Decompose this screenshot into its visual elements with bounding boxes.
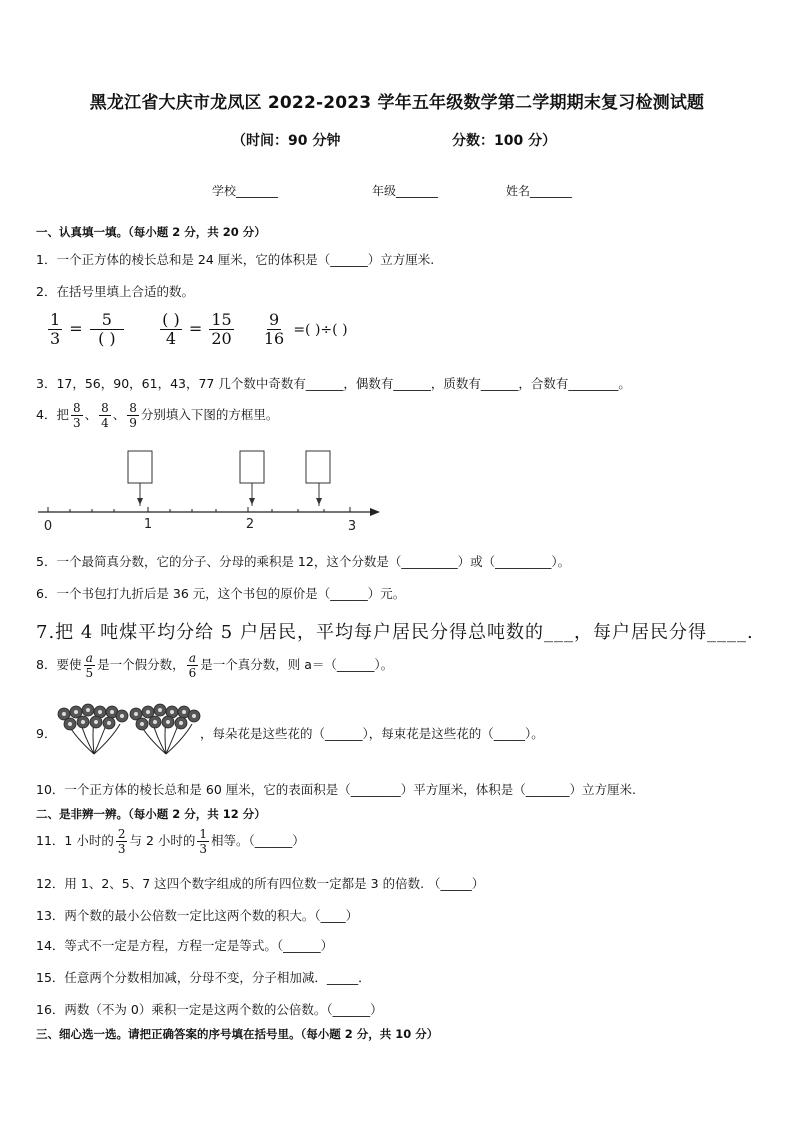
fraction: $\frac{8}{4}$	[101, 401, 109, 430]
flower-icon	[162, 716, 174, 728]
section-2-heading: 二、是非辨一辨。（每小题 2 分，共 12 分）	[36, 807, 266, 821]
flower-icon	[70, 706, 82, 718]
pointer-arrow	[137, 498, 143, 505]
question-9: ，每朵花是这些花的（______），每束花是这些花的（_____）。	[200, 726, 544, 741]
number-line-figure	[36, 448, 386, 534]
flower-icon	[77, 716, 89, 728]
bouquet	[130, 704, 200, 754]
pointer-arrow	[249, 498, 255, 505]
fraction: $\frac{( )}{4}$	[162, 310, 180, 348]
fraction: $\frac{1}{3}$	[199, 827, 208, 856]
flower-icon	[154, 704, 166, 716]
question-14: 14．等式不一定是方程，方程一定是等式。（______）	[36, 938, 334, 953]
exam-score: 分数：100 分）	[452, 133, 557, 149]
fraction: $\frac{1}{3}$	[50, 310, 61, 348]
question-2-equations: $\frac{1}{3}$ = $\frac{5}{( )}$ $\frac{( )}{4}$ = $\frac{15}{20}$ $\frac{9}{16}$ =( )÷( )	[50, 310, 348, 348]
question-15: 15．任意两个分数相加减，分母不变，分子相加减．_____．	[36, 970, 371, 985]
name-field: 姓名_______	[506, 184, 573, 198]
flower-icon	[136, 718, 148, 730]
exam-time: （时间：90 分钟	[232, 133, 341, 149]
fraction: $\frac{5}{( )}$	[90, 312, 124, 347]
question-6: 6．一个书包打九折后是 36 元，这个书包的原价是（______）元。	[36, 586, 406, 601]
tick-label: 3	[347, 519, 357, 534]
fraction: $\frac{8}{3}$	[72, 401, 81, 430]
fraction: $\frac{9}{16}$	[263, 310, 285, 348]
question-13: 13．两个数的最小公倍数一定比这两个数的积大。（____）	[36, 908, 359, 923]
axis-arrow	[370, 508, 380, 516]
flower-icon	[90, 716, 102, 728]
question-11: 11．1 小时的 $\frac{2}{3}$ 与 2 小时的 $\frac{1}{3}$ 相等。（______）	[36, 827, 305, 856]
question-7: 7.把 4 吨煤平均分给 5 户居民，平均每户居民分得总吨数的___，每户居民分得____.	[36, 622, 754, 643]
grade-field: 年级_______	[372, 184, 439, 198]
fraction: $\frac{2}{3}$	[117, 827, 126, 856]
bouquet	[58, 704, 128, 754]
answer-box	[306, 451, 330, 483]
flower-icon	[142, 706, 154, 718]
question-12: 12．用 1、2、5、7 这四个数字组成的所有四位数一定都是 3 的倍数. （_____）	[36, 876, 485, 891]
answer-box	[240, 451, 264, 483]
section-1-heading: 一、认真填一填。（每小题 2 分，共 20 分）	[36, 225, 266, 239]
flower-icon	[82, 704, 94, 716]
question-9-number: 9．	[36, 726, 57, 741]
question-3: 3．17，56，90，61，43，77 几个数中奇数有______，偶数有______，质数有______，合数有________。	[36, 376, 631, 391]
section-3-heading: 三、细心选一选。请把正确答案的序号填在括号里。（每小题 2 分，共 10 分）	[36, 1027, 439, 1041]
question-4: 4．把 $\frac{8}{3}$ 、 $\frac{8}{4}$ 、 $\frac{8}{9}$ 分别填入下图的方框里。	[36, 401, 279, 430]
question-2: 2．在括号里填上合适的数。	[36, 284, 194, 299]
pointer-arrow	[316, 498, 322, 505]
school-field: 学校_______	[212, 184, 279, 198]
flower-icon	[175, 717, 187, 729]
tick-label: 2	[245, 517, 255, 532]
flower-icon	[188, 710, 200, 722]
tick-label: 1	[143, 517, 153, 532]
flower-icon	[116, 710, 128, 722]
page-title: 黑龙江省大庆市龙凤区 2022-2023 学年五年级数学第二学期期末复习检测试题	[89, 93, 705, 113]
fraction: $\frac{8}{9}$	[129, 401, 137, 430]
answer-box	[128, 451, 152, 483]
question-5: 5．一个最简真分数，它的分子、分母的乘积是 12，这个分数是（_________）或（_________）。	[36, 554, 571, 569]
fraction: $\frac{15}{20}$	[211, 310, 232, 348]
question-10: 10．一个正方体的棱长总和是 60 厘米，它的表面积是（________）平方厘米，体积是（_______）立方厘米.	[36, 782, 636, 797]
flower-icon	[64, 718, 76, 730]
flower-icon	[103, 717, 115, 729]
flower-bouquets-figure	[56, 702, 202, 760]
fraction: $\frac{a}{5}$	[85, 651, 94, 680]
question-1: 1．一个正方体的棱长总和是 24 厘米，它的体积是（______）立方厘米.	[36, 252, 435, 267]
tick-label: 0	[43, 519, 53, 534]
fraction: $\frac{a}{6}$	[188, 651, 197, 680]
question-16: 16．两数（不为 0）乘积一定是这两个数的公倍数。（______）	[36, 1002, 383, 1017]
flower-icon	[149, 716, 161, 728]
question-8: 8．要使 $\frac{a}{5}$ 是一个假分数， $\frac{a}{6}$ 是一个真分数，则 a＝（______）。	[36, 651, 394, 680]
